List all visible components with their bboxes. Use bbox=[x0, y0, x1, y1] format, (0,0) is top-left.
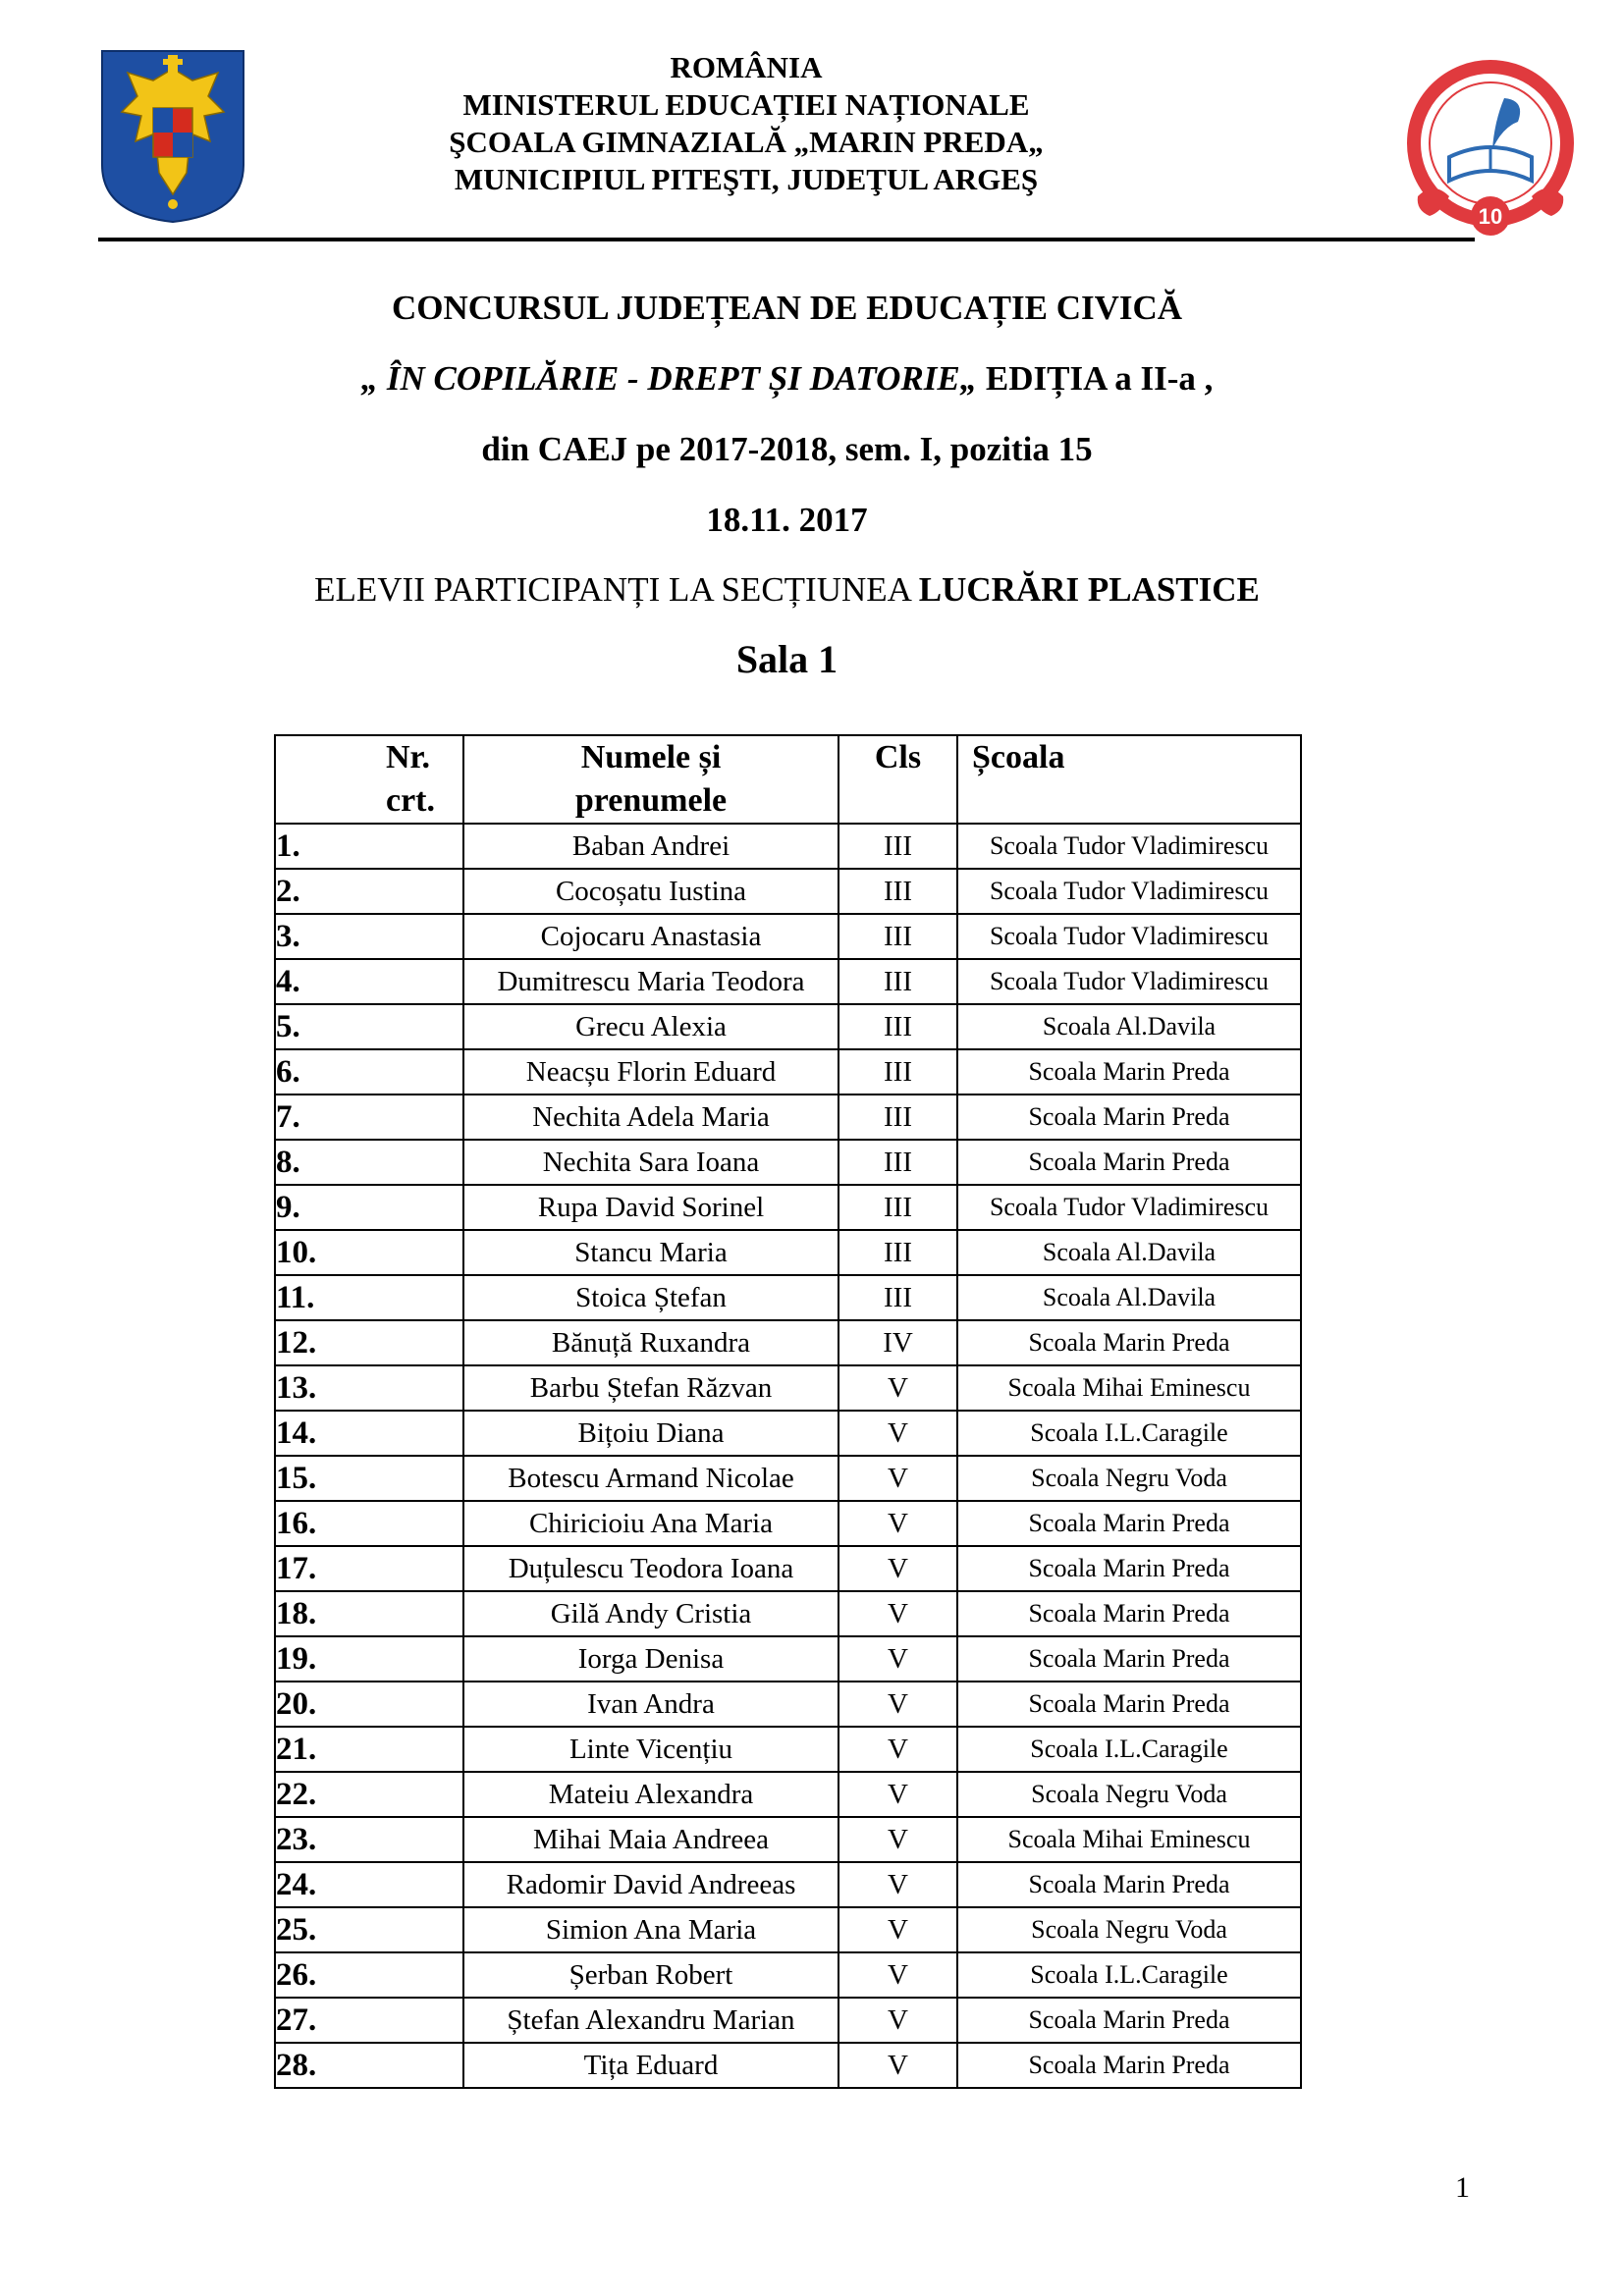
table-row bbox=[275, 1772, 1301, 1817]
student-class: III bbox=[839, 869, 957, 914]
student-school: Scoala Marin Preda bbox=[957, 1682, 1301, 1727]
student-school: Scoala Mihai Eminescu bbox=[957, 1365, 1301, 1411]
student-name: Radomir David Andreeas bbox=[463, 1862, 839, 1907]
student-school: Scoala Marin Preda bbox=[957, 1636, 1301, 1682]
room-title: Sala 1 bbox=[735, 637, 839, 681]
row-number: 22. bbox=[275, 1772, 463, 1817]
coat-of-arms-icon bbox=[98, 47, 247, 226]
student-school: Scoala Marin Preda bbox=[957, 2043, 1301, 2088]
row-number: 2. bbox=[275, 869, 463, 914]
student-name: Stancu Maria bbox=[463, 1230, 839, 1275]
student-class: V bbox=[839, 1772, 957, 1817]
student-school: Scoala Negru Voda bbox=[957, 1456, 1301, 1501]
contest-motto: „ ÎN COPILĂRIE - DREPT ȘI DATORIE„ bbox=[360, 359, 978, 398]
header-school: Școala bbox=[957, 735, 1301, 824]
student-class: III bbox=[839, 824, 957, 869]
table-row bbox=[275, 1591, 1301, 1636]
table-row bbox=[275, 1095, 1301, 1140]
student-school: Scoala I.L.Caragile bbox=[957, 1727, 1301, 1772]
header-line-school: ŞCOALA GIMNAZIALĂ „MARIN PREDA„ bbox=[449, 125, 1044, 159]
table-row bbox=[275, 1411, 1301, 1456]
student-school: Scoala Mihai Eminescu bbox=[957, 1817, 1301, 1862]
header-nr: Nr. crt. bbox=[275, 735, 463, 824]
table-row bbox=[275, 1456, 1301, 1501]
table-row bbox=[275, 1817, 1301, 1862]
table-row bbox=[275, 1230, 1301, 1275]
row-number: 17. bbox=[275, 1546, 463, 1591]
student-class: III bbox=[839, 1275, 957, 1320]
school-logo-icon bbox=[1394, 59, 1587, 241]
row-number: 14. bbox=[275, 1411, 463, 1456]
student-class: V bbox=[839, 1456, 957, 1501]
row-number: 19. bbox=[275, 1636, 463, 1682]
student-school: Scoala Negru Voda bbox=[957, 1907, 1301, 1952]
row-number: 8. bbox=[275, 1140, 463, 1185]
row-number: 23. bbox=[275, 1817, 463, 1862]
table-row bbox=[275, 2043, 1301, 2088]
contest-title: CONCURSUL JUDEȚEAN DE EDUCAȚIE CIVICĂ bbox=[391, 289, 1183, 327]
student-class: III bbox=[839, 1230, 957, 1275]
contest-edition bbox=[0, 344, 1574, 414]
student-name: Ivan Andra bbox=[463, 1682, 839, 1727]
student-name: Chiricioiu Ana Maria bbox=[463, 1501, 839, 1546]
table-row bbox=[275, 1004, 1301, 1049]
section-prefix: ELEVII PARTICIPANȚI LA SECȚIUNEA bbox=[314, 570, 919, 609]
student-school: Scoala Al.Davila bbox=[957, 1275, 1301, 1320]
row-number: 10. bbox=[275, 1230, 463, 1275]
document-titles bbox=[0, 273, 1574, 695]
student-class: III bbox=[839, 959, 957, 1004]
student-name: Iorga Denisa bbox=[463, 1636, 839, 1682]
student-name: Duțulescu Teodora Ioana bbox=[463, 1546, 839, 1591]
student-school: Scoala Marin Preda bbox=[957, 1049, 1301, 1095]
header-line-ministry: MINISTERUL EDUCAȚIEI NAȚIONALE bbox=[462, 87, 1030, 122]
table-row bbox=[275, 1862, 1301, 1907]
contest-calendar-ref: din CAEJ pe 2017-2018, sem. I, pozitia 15 bbox=[481, 430, 1093, 468]
contest-edition-number: EDIȚIA a II-a , bbox=[977, 359, 1214, 398]
row-number: 1. bbox=[275, 824, 463, 869]
row-number: 7. bbox=[275, 1095, 463, 1140]
row-number: 15. bbox=[275, 1456, 463, 1501]
student-name: Barbu Ștefan Răzvan bbox=[463, 1365, 839, 1411]
student-name: Bănuță Ruxandra bbox=[463, 1320, 839, 1365]
student-school: Scoala Tudor Vladimirescu bbox=[957, 869, 1301, 914]
table-row bbox=[275, 1365, 1301, 1411]
row-number: 9. bbox=[275, 1185, 463, 1230]
student-name: Mateiu Alexandra bbox=[463, 1772, 839, 1817]
student-class: III bbox=[839, 1095, 957, 1140]
row-number: 25. bbox=[275, 1907, 463, 1952]
header-line-country: ROMÂNIA bbox=[670, 50, 823, 84]
student-school: Scoala Tudor Vladimirescu bbox=[957, 1185, 1301, 1230]
student-name: Neacșu Florin Eduard bbox=[463, 1049, 839, 1095]
table-row bbox=[275, 1727, 1301, 1772]
row-number: 21. bbox=[275, 1727, 463, 1772]
student-school: Scoala Marin Preda bbox=[957, 1998, 1301, 2043]
student-name: Dumitrescu Maria Teodora bbox=[463, 959, 839, 1004]
student-class: V bbox=[839, 1998, 957, 2043]
student-class: V bbox=[839, 1817, 957, 1862]
table-row bbox=[275, 1682, 1301, 1727]
student-class: V bbox=[839, 1501, 957, 1546]
table-row bbox=[275, 1185, 1301, 1230]
student-school: Scoala Marin Preda bbox=[957, 1591, 1301, 1636]
student-class: V bbox=[839, 1411, 957, 1456]
student-school: Scoala I.L.Caragile bbox=[957, 1952, 1301, 1998]
student-school: Scoala I.L.Caragile bbox=[957, 1411, 1301, 1456]
student-school: Scoala Al.Davila bbox=[957, 1230, 1301, 1275]
row-number: 13. bbox=[275, 1365, 463, 1411]
student-name: Baban Andrei bbox=[463, 824, 839, 869]
section-heading bbox=[0, 556, 1574, 624]
student-school: Scoala Marin Preda bbox=[957, 1546, 1301, 1591]
logo-number: 10 bbox=[1478, 204, 1503, 229]
row-number: 20. bbox=[275, 1682, 463, 1727]
student-class: III bbox=[839, 1140, 957, 1185]
student-class: V bbox=[839, 1862, 957, 1907]
table-row bbox=[275, 1501, 1301, 1546]
row-number: 24. bbox=[275, 1862, 463, 1907]
student-name: Simion Ana Maria bbox=[463, 1907, 839, 1952]
student-school: Scoala Tudor Vladimirescu bbox=[957, 914, 1301, 959]
page-number: 1 bbox=[1455, 2171, 1470, 2204]
student-name: Nechita Adela Maria bbox=[463, 1095, 839, 1140]
section-name: LUCRĂRI PLASTICE bbox=[918, 570, 1260, 609]
row-number: 26. bbox=[275, 1952, 463, 1998]
table-row bbox=[275, 869, 1301, 914]
participants-table bbox=[274, 734, 1302, 2089]
student-name: Gilă Andy Cristia bbox=[463, 1591, 839, 1636]
table-row bbox=[275, 959, 1301, 1004]
student-class: V bbox=[839, 1591, 957, 1636]
student-name: Grecu Alexia bbox=[463, 1004, 839, 1049]
student-school: Scoala Marin Preda bbox=[957, 1095, 1301, 1140]
student-school: Scoala Negru Voda bbox=[957, 1772, 1301, 1817]
student-name: Stoica Ștefan bbox=[463, 1275, 839, 1320]
student-class: III bbox=[839, 914, 957, 959]
table-header-row bbox=[275, 735, 1301, 824]
student-class: V bbox=[839, 1907, 957, 1952]
student-name: Botescu Armand Nicolae bbox=[463, 1456, 839, 1501]
student-class: V bbox=[839, 1682, 957, 1727]
table-row bbox=[275, 824, 1301, 869]
student-class: V bbox=[839, 1952, 957, 1998]
table-row bbox=[275, 1636, 1301, 1682]
table-row bbox=[275, 1998, 1301, 2043]
student-class: III bbox=[839, 1004, 957, 1049]
student-name: Bițoiu Diana bbox=[463, 1411, 839, 1456]
student-class: V bbox=[839, 2043, 957, 2088]
table-row bbox=[275, 1546, 1301, 1591]
row-number: 18. bbox=[275, 1591, 463, 1636]
student-class: V bbox=[839, 1365, 957, 1411]
row-number: 3. bbox=[275, 914, 463, 959]
row-number: 28. bbox=[275, 2043, 463, 2088]
row-number: 16. bbox=[275, 1501, 463, 1546]
student-class: IV bbox=[839, 1320, 957, 1365]
student-class: III bbox=[839, 1049, 957, 1095]
table-row bbox=[275, 914, 1301, 959]
header-class: Cls bbox=[839, 735, 957, 824]
student-name: Rupa David Sorinel bbox=[463, 1185, 839, 1230]
student-name: Tița Eduard bbox=[463, 2043, 839, 2088]
row-number: 12. bbox=[275, 1320, 463, 1365]
student-class: V bbox=[839, 1727, 957, 1772]
row-number: 27. bbox=[275, 1998, 463, 2043]
student-school: Scoala Tudor Vladimirescu bbox=[957, 824, 1301, 869]
student-name: Ștefan Alexandru Marian bbox=[463, 1998, 839, 2043]
header-divider bbox=[98, 238, 1475, 241]
row-number: 4. bbox=[275, 959, 463, 1004]
row-number: 5. bbox=[275, 1004, 463, 1049]
header-line-location: MUNICIPIUL PITEŞTI, JUDEŢUL ARGEŞ bbox=[454, 162, 1039, 196]
student-class: V bbox=[839, 1636, 957, 1682]
table-row bbox=[275, 1049, 1301, 1095]
student-school: Scoala Marin Preda bbox=[957, 1140, 1301, 1185]
header-name: Numele și prenumele bbox=[463, 735, 839, 824]
student-school: Scoala Marin Preda bbox=[957, 1320, 1301, 1365]
student-name: Mihai Maia Andreea bbox=[463, 1817, 839, 1862]
student-school: Scoala Al.Davila bbox=[957, 1004, 1301, 1049]
student-name: Cojocaru Anastasia bbox=[463, 914, 839, 959]
row-number: 11. bbox=[275, 1275, 463, 1320]
table-row bbox=[275, 1275, 1301, 1320]
student-name: Cocoșatu Iustina bbox=[463, 869, 839, 914]
student-name: Șerban Robert bbox=[463, 1952, 839, 1998]
student-name: Nechita Sara Ioana bbox=[463, 1140, 839, 1185]
table-row bbox=[275, 1907, 1301, 1952]
table-row bbox=[275, 1140, 1301, 1185]
row-number: 6. bbox=[275, 1049, 463, 1095]
table-row bbox=[275, 1952, 1301, 1998]
student-school: Scoala Marin Preda bbox=[957, 1501, 1301, 1546]
table-row bbox=[275, 1320, 1301, 1365]
student-class: III bbox=[839, 1185, 957, 1230]
student-school: Scoala Tudor Vladimirescu bbox=[957, 959, 1301, 1004]
student-class: V bbox=[839, 1546, 957, 1591]
contest-date: 18.11. 2017 bbox=[706, 501, 868, 539]
student-school: Scoala Marin Preda bbox=[957, 1862, 1301, 1907]
student-name: Linte Vicențiu bbox=[463, 1727, 839, 1772]
institution-header bbox=[324, 49, 1168, 198]
